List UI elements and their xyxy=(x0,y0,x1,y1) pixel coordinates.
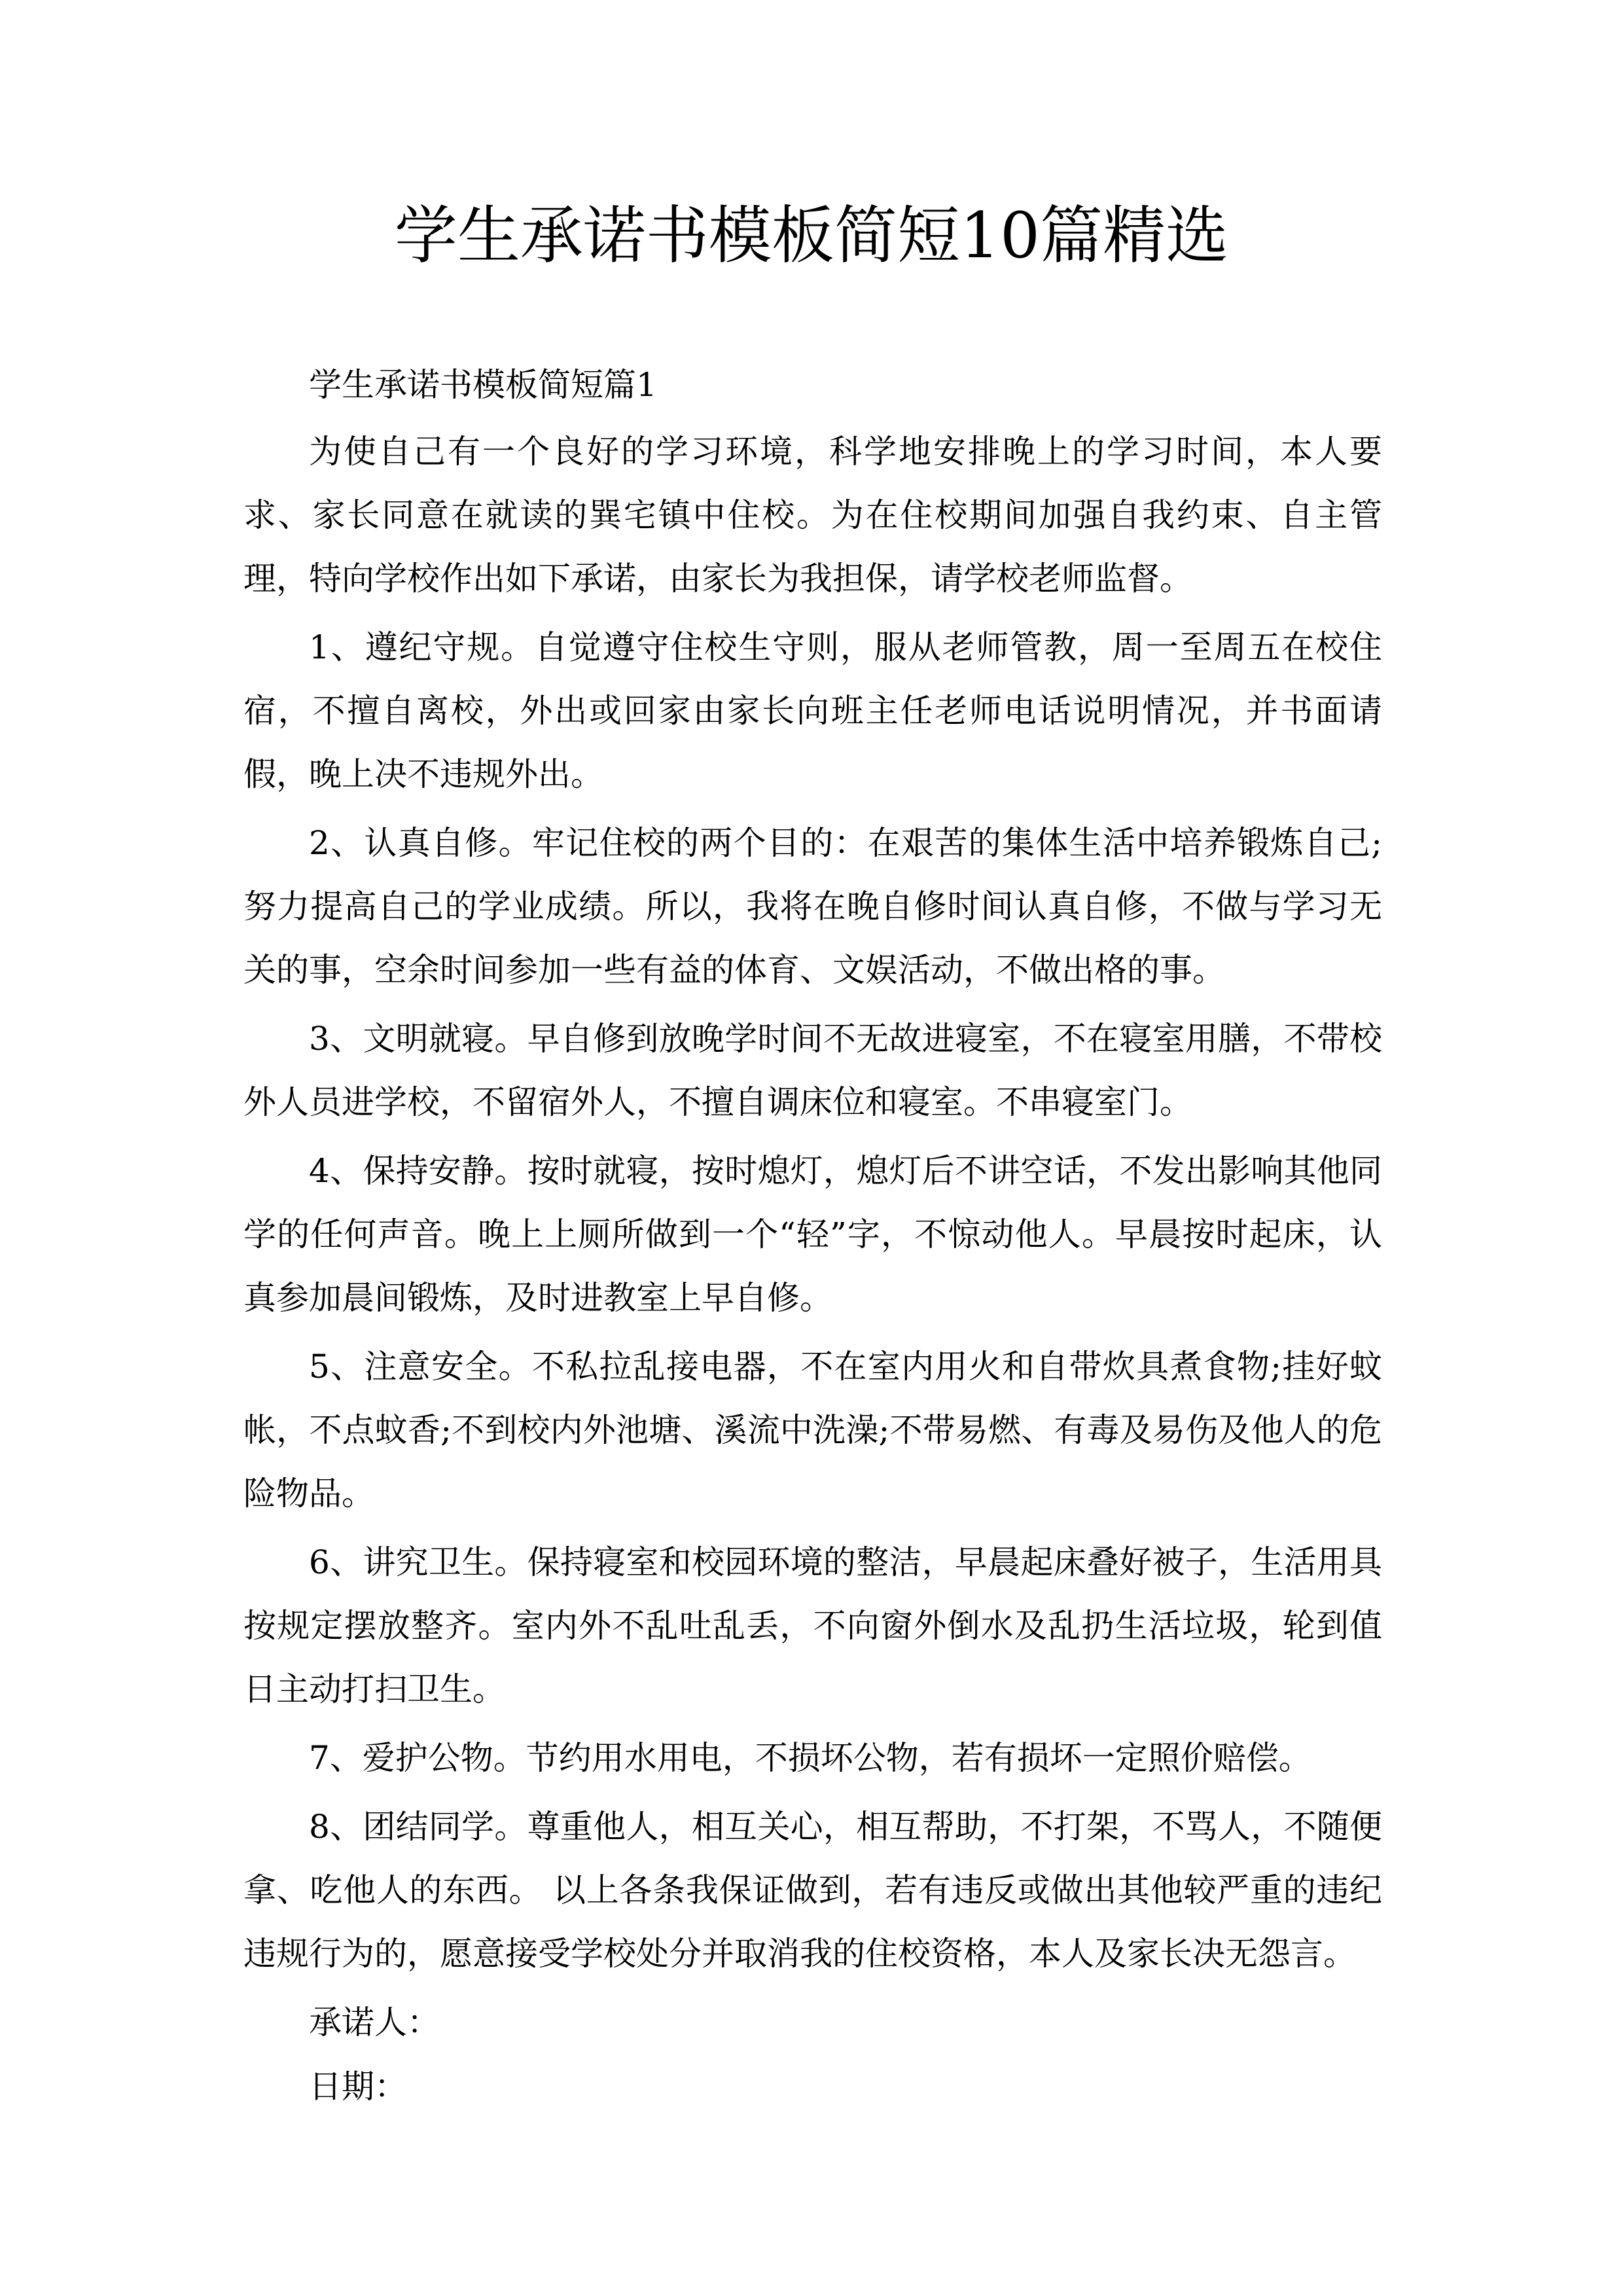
pledge-item-1: 1、遵纪守规。自觉遵守住校生守则，服从老师管教，周一至周五在校住宿，不擅自离校，外出或回家由家长向班主任老师电话说明情况，并书面请假，晚上决不违规外出。 xyxy=(243,628,1382,793)
pledge-item-6: 6、讲究卫生。保持寝室和校园环境的整洁，早晨起床叠好被子，生活用具按规定摆放整齐。室内外不乱吐乱丢，不向窗外倒水及乱扔生活垃圾，轮到值日主动打扫卫生。 xyxy=(243,1543,1382,1708)
promisor-label: 承诺人： xyxy=(309,2003,440,2041)
pledge-item-5: 5、注意安全。不私拉乱接电器，不在室内用火和自带炊具煮食物;挂好蚊帐，不点蚊香;不到校内外池塘、溪流中洗澡;不带易燃、有毒及易伤及他人的危险物品。 xyxy=(243,1348,1382,1513)
pledge-item-7: 7、爱护公物。节约用水用电，不损坏公物，若有损坏一定照价赔偿。 xyxy=(309,1739,1311,1777)
pledge-item-3: 3、文明就寝。早自修到放晚学时间不无故进寝室，不在寝室用膳，不带校外人员进学校，不留宿外人，不擅自调床位和寝室。不串寝室门。 xyxy=(243,1020,1382,1121)
document-body xyxy=(243,353,1382,2119)
pledge-item-2: 2、认真自修。牢记住校的两个目的：在艰苦的集体生活中培养锻炼自己;努力提高自己的学业成绩。所以，我将在晚自修时间认真自修，不做与学习无关的事，空余时间参加一些有益的体育、文娱活动，不做出格的事。 xyxy=(243,824,1382,989)
date-label: 日期： xyxy=(309,2068,407,2106)
document-title: 学生承诺书模板简短10篇精选 xyxy=(394,199,1229,272)
section-heading: 学生承诺书模板简短篇1 xyxy=(309,366,657,404)
intro-paragraph: 为使自己有一个良好的学习环境，科学地安排晚上的学习时间，本人要求、家长同意在就读的巽宅镇中住校。为在住校期间加强自我约束、自主管理，特向学校作出如下承诺，由家长为我担保，请学校老师监督。 xyxy=(243,433,1382,598)
pledge-item-8: 8、团结同学。尊重他人，相互关心，相互帮助，不打架，不骂人，不随便拿、吃他人的东西。 以上各条我保证做到，若有违反或做出其他较严重的违纪违规行为的，愿意接受学校处分并取消我的住校资格，本人及家长决无怨言。 xyxy=(243,1808,1382,1973)
pledge-item-4: 4、保持安静。按时就寝，按时熄灯，熄灯后不讲空话，不发出影响其他同学的任何声音。晚上上厕所做到一个“轻”字，不惊动他人。早晨按时起床，认真参加晨间锻炼，及时进教室上早自修。 xyxy=(243,1152,1382,1317)
